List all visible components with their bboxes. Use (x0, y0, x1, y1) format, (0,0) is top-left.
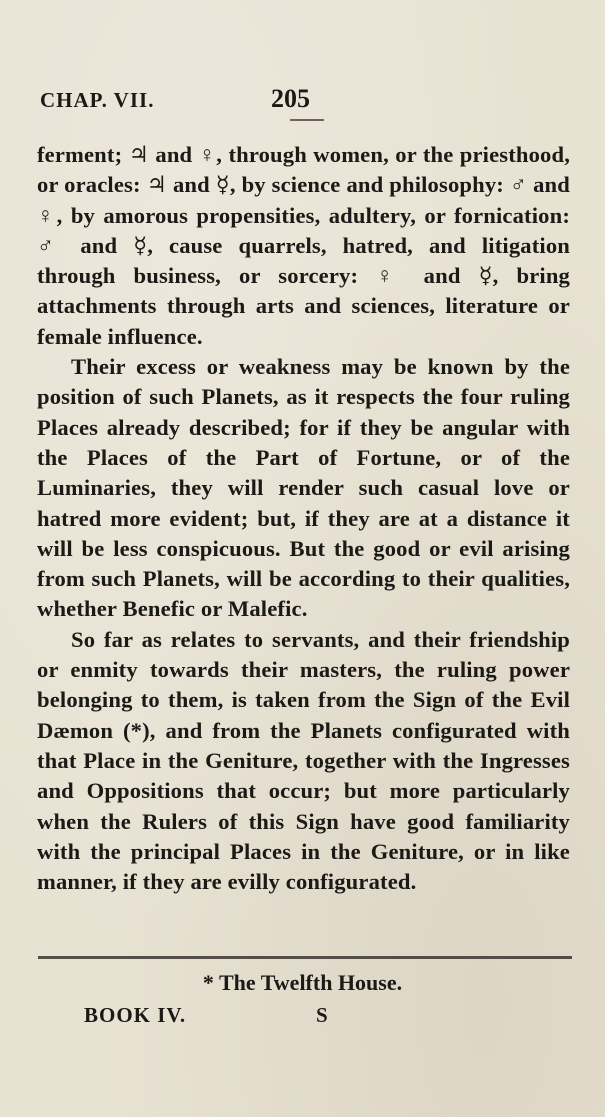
page-footer (84, 1003, 524, 1033)
body-text (37, 140, 570, 897)
footnote-rule (38, 956, 572, 959)
header-rule (290, 119, 324, 121)
page-number: 205 (271, 84, 310, 113)
chapter-heading: CHAP. VII. (40, 88, 155, 112)
paragraph-servants: So far as relates to servants, and their friendship or enmity towards their masters, the ruling power belonging to them, is taken from the Sign of the Evil Dæmon (*), and from the Planets configurated with that Place in the Geniture, together with the Ingresses and Oppositions that occur; but more particularly when the Rulers of this Sign have good familiarity with the principal Places in the Geniture, or in like manner, if they are evilly configurated. (37, 626, 570, 895)
paragraph-excess: Their excess or weakness may be known by the position of such Planets, as it respects the four ruling Places already described; for if they be angular with the Places of the Part of Fortune, or of the Luminaries, they will render such casual love or hatred more evident; but, if they are at a distance it will be less conspicuous. But the good or evil arising from such Planets, will be according to their qualities, whether Benefic or Malefic. (37, 354, 570, 622)
book-label: BOOK IV. (84, 1003, 187, 1027)
footnote: * The Twelfth House. (202, 970, 403, 995)
running-head (40, 84, 560, 118)
signature-mark: S (316, 1003, 328, 1027)
paragraph-continuation: ferment; ♃ and ♀, through women, or the priesthood, or oracles: ♃ and ☿, by science and philosophy: ♂ and ♀, by amorous propensities, adultery, or fornication: ♂ and ☿, cause quarrels, hatred, and litigation through business, or sorcery: ♀ and ☿, bring attachments through arts and sciences, literature or female influence. (37, 142, 570, 349)
